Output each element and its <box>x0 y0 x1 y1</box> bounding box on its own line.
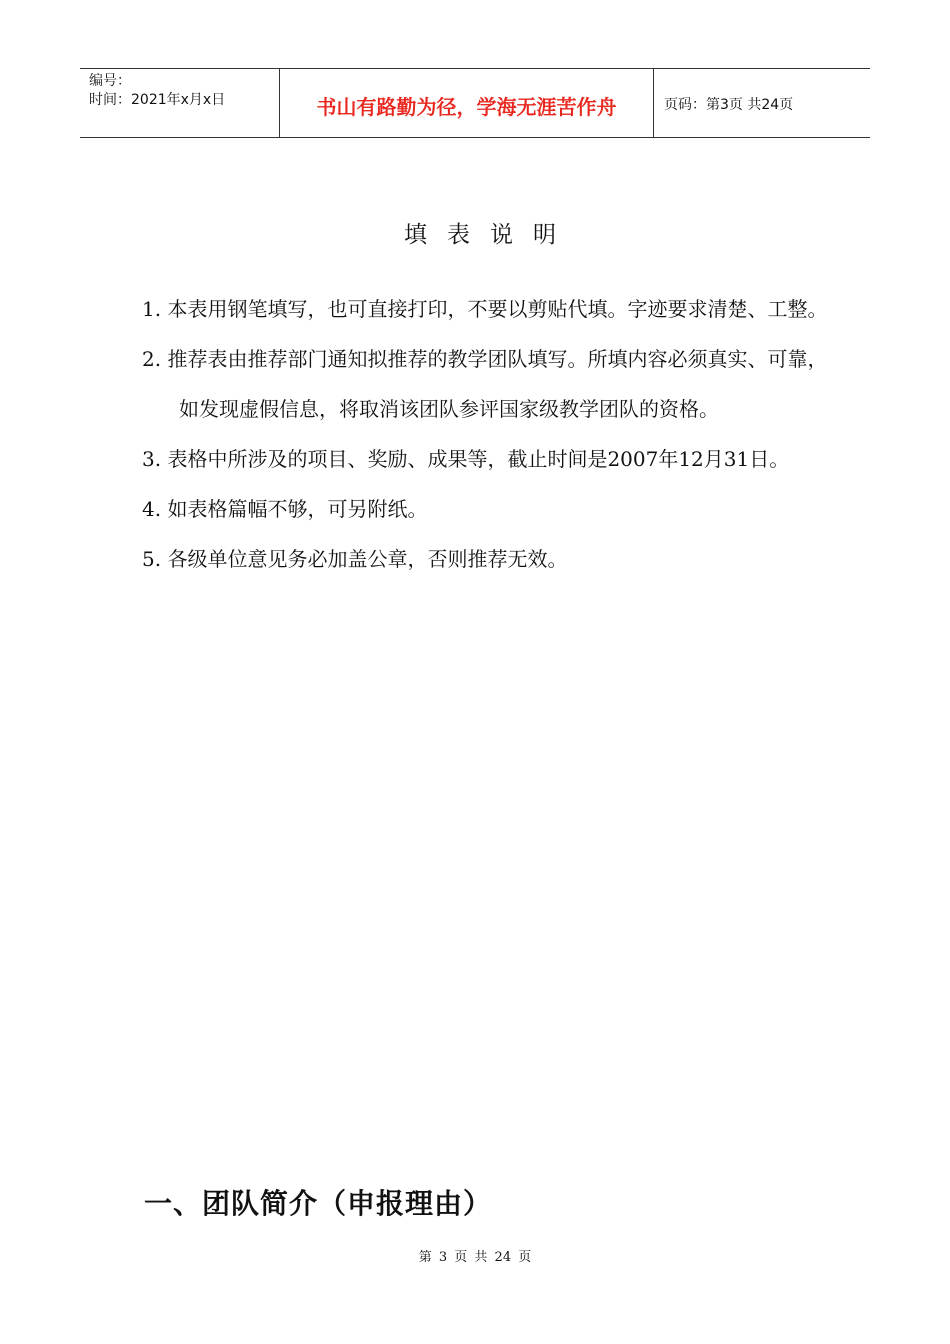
page-header <box>80 68 870 138</box>
header-meta-cell <box>80 69 280 137</box>
instruction-item: 5. 各级单位意见务必加盖公章，否则推荐无效。 <box>142 547 568 571</box>
instruction-item: 3. 表格中所涉及的项目、奖励、成果等，截止时间是2007年12月31日。 <box>142 447 790 471</box>
header-time-label: 时间：2021年x月x日 <box>89 92 226 108</box>
instruction-item: 2. 推荐表由推荐部门通知拟推荐的教学团队填写。所填内容必须真实、可靠，如发现虚假信息，将取消该团队参评国家级教学团队的资格。 <box>142 347 828 421</box>
instructions-list <box>142 284 832 584</box>
header-number-label: 编号： <box>89 73 131 89</box>
section-title: 填表说明 <box>404 222 576 248</box>
instruction-item: 1. 本表用钢笔填写，也可直接打印，不要以剪贴代填。字迹要求清楚、工整。 <box>142 297 828 321</box>
header-motto: 书山有路勤为径，学海无涯苦作舟 <box>280 69 654 137</box>
header-page-info: 页码：第3页 共24页 <box>664 97 794 113</box>
heading-team-intro: 一、团队简介（申报理由） <box>144 1187 493 1220</box>
instruction-item: 4. 如表格篇幅不够，可另附纸。 <box>142 497 428 521</box>
page-footer: 第 3 页 共 24 页 <box>418 1250 532 1265</box>
